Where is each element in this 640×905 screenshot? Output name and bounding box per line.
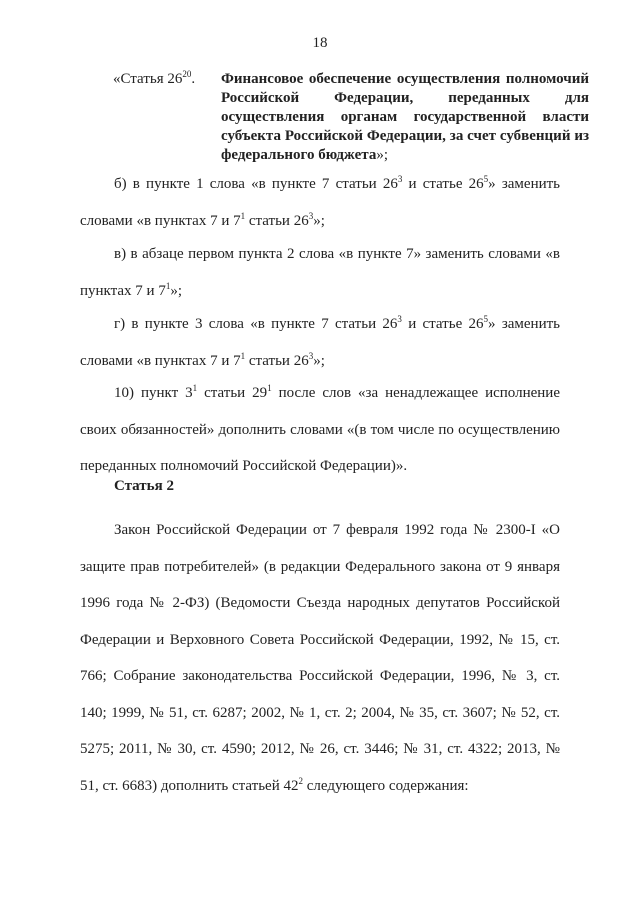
paragraph-g: г) в пункте 3 слова «в пункте 7 статьи $26^3$ и статье $26^5$» заменить словами «в пунктах 7 и $7^1$ статьи $26^3$»; xyxy=(80,314,561,369)
paragraph-v: в) в абзаце первом пункта 2 слова «в пункте 7» заменить словами «в пунктах 7 и $7^1$»; xyxy=(80,246,560,299)
article-title: Финансовое обеспечение осуществления полномочий Российской Федерации, переданных для осуществления органам государственной власти субъекта Российской Федерации, за счет субвенций из федерального бюджета»; xyxy=(221,71,589,163)
paragraph-10: 10) пункт $3^1$ статьи $29^1$ после слов «за ненадлежащее исполнение своих обязанностей» дополнить словами «(в том числе по осуществлению переданных полномочий Российской Федерации)». xyxy=(80,383,560,474)
article-2-heading: Статья 2 xyxy=(114,478,174,494)
paragraph-law: Закон Российской Федерации от 7 февраля 1992 года № 2300-I «О защите прав потребителей» (в редакции Федерального закона от 9 января 1996 года № 2-ФЗ) (Ведомости Съезда народных депутатов Российской Федерации и Верховного Совета Российской Федерации, 1992, № 15, ст. 766; Собрание законодательства Российской Федерации, 1996, № 3, ст. 140; 1999, № 51, ст. 6287; 2002, № 1, ст. 2; 2004, № 35, ст. 3607; № 52, ст. 5275; 2011, № 30, ст. 4590; 2012, № 26, ст. 3446; № 31, ст. 4322; 2013, № 51, ст. 6683) дополнить статьей $42^2$ следующего содержания: xyxy=(80,522,560,794)
page-number: 18 xyxy=(312,35,328,51)
article-label: «Статья $26^{20}$. xyxy=(113,69,196,87)
paragraph-b: б) в пункте 1 слова «в пункте 7 статьи $26^3$ и статье $26^5$» заменить словами «в пунктах 7 и $7^1$ статьи $26^3$»; xyxy=(80,174,561,229)
